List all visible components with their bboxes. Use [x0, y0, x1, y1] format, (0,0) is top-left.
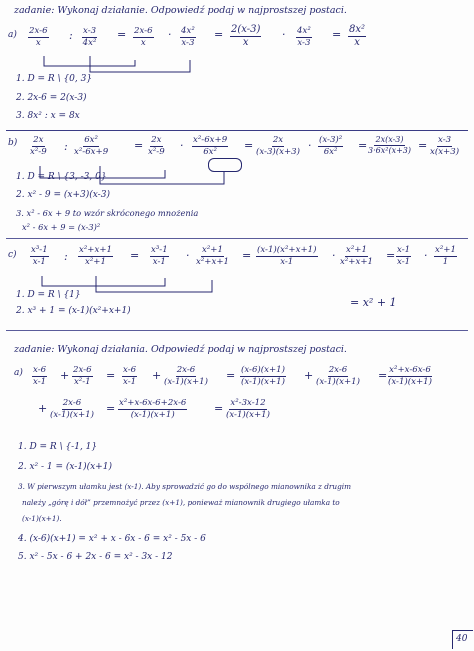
part-a-fraction-6: 4x² x-3 — [297, 26, 311, 48]
part-b-step-3: 3. x² - 6x + 9 to wzór skróconego mnożenia — [16, 208, 199, 218]
divider-line — [6, 330, 468, 331]
page-number: 40 — [456, 634, 468, 644]
task-2-fraction-5: (x-6)(x+1) (x-1)(x+1) — [241, 365, 285, 387]
part-b-fraction-1: 2x x²-9 — [30, 135, 47, 157]
part-b-fraction-2: 6x² x²-6x+9 — [74, 135, 109, 157]
part-c-step-2: 2. x³ + 1 = (x-1)(x²+x+1) — [16, 306, 131, 316]
part-b-step-2: 2. x² - 9 = (x+3)(x-3) — [16, 190, 110, 200]
task-2-fraction-9: x²+x-6x-6+2x-6 (x-1)(x+1) — [119, 398, 187, 420]
part-c-fraction-5: (x-1)(x²+x+1) x-1 — [257, 245, 317, 267]
part-b-step-1: 1. D = R \ {3, -3, 0} — [16, 172, 107, 182]
part-c-result: = x² + 1 — [350, 296, 397, 309]
task-2-step-3-line-3: (x-1)(x+1). — [22, 514, 62, 523]
part-c-fraction-3: x³-1 x-1 — [151, 245, 168, 267]
part-a-step-1: 1. D = R \ {0, 3} — [16, 74, 93, 84]
part-b-fraction-3: 2x x²-9 — [148, 135, 165, 157]
part-c-fraction-1: x³-1 x-1 — [31, 245, 48, 267]
part-c-fraction-4: x²+1 x²+x+1 — [196, 245, 230, 267]
part-a-label: a) — [8, 30, 17, 40]
part-b-fraction-8: x-3 x(x+3) — [430, 135, 460, 157]
worksheet-page: zadanie: Wykonaj działanie. Odpowiedź podaj w najprostszej postaci. a) 2x-6 x : x-3 4x² = 2x-6 x · 4x² x-3 = 2(x-3) x · 4x² x-3 = 8x² x 1. D = R \ {0, 3} 2. 2x-6 = 2(x-3) 3. 8x² : x = 8x b) 2x x²-9 : 6x² x²-6x+9 = 2x x²-9 · x²-6x+9 6x² = 2x (x-3)(x+3) · (x-3)² 6x² = 2x(x-3) 3·6x²(x+3) = x-3 x(x+3) 1. D = R \ {3, -3, 0} 2. x² - 9 = (x+3)(x-3) 3. x² - 6x + 9 to wzór skróconego mnożenia x² - 6x + 9 = (x-3)² c) x³-1 x-1 : x²+x+1 x²+1 = x³-1 x-1 · x²+1 x²+x+1 = (x-1)(x²+x+1) x-1 · x²+1 x²+x+1 = x-1 x-1 · x²+1 1 1. D = R \ {1} = x² + 1 2. x³ + 1 = (x-1)(x²+x+1) zadanie: Wykonaj działania. Odpowiedź podaj w najprostszej postaci. a) x-6 x-1 + 2x-6 x²-1 = x-6 x-1 + 2x-6 (x-1)(x+1) = (x-6)(x+1) (x-1)(x+1) + 2x-6 (x-1)(x+1) = x²+x-6x-6 (x-1)(x+1) + 2x-6 (x-1)(x+1) = x²+x-6x-6+2x-6 (x-1)(x+1) = x²-3x-12 (x-1)(x+1) 1. D = R \ {-1, 1} 2. x² - 1 = (x-1)(x+1) 3. W pierwszym ułamku jest (x-1). Aby sprowadzić go do wspólnego mianownika z drugim należy „górę i dół” przemnożyć przez (x+1), ponieważ mianownik drugiego ułamka to (x-1)(x+1). 4. (x-6)(x+1) = x² + x - 6x - 6 = x² - 5x - 6 5. x² - 5x - 6 + 2x - 6 = x² - 3x - 12 40 — [0, 0, 474, 651]
part-b-step-3-formula: x² - 6x + 9 = (x-3)² — [22, 222, 101, 232]
task-2-step-5: 5. x² - 5x - 6 + 2x - 6 = x² - 3x - 12 — [18, 552, 173, 562]
task-2-fraction-2: 2x-6 x²-1 — [73, 365, 92, 387]
part-c-label: c) — [8, 250, 17, 260]
task-2-label: a) — [14, 368, 23, 378]
task-2-fraction-3: x-6 x-1 — [123, 365, 137, 387]
part-c-fraction-7: x-1 x-1 — [397, 245, 411, 267]
part-a-fraction-2: x-3 4x² — [82, 26, 97, 48]
task-2-title: zadanie: Wykonaj działania. Odpowiedź podaj w najprostszej postaci. — [14, 344, 347, 355]
part-c-fraction-6: x²+1 x²+x+1 — [340, 245, 374, 267]
part-c-fraction-2: x²+x+1 x²+1 — [79, 245, 113, 267]
part-a-fraction-7: 8x² x — [349, 24, 366, 48]
task-2-fraction-8: 2x-6 (x-1)(x+1) — [50, 398, 94, 420]
part-b-fraction-7: 2x(x-3) 3·6x²(x+3) — [368, 135, 411, 155]
task-2-step-3-line-1: 3. W pierwszym ułamku jest (x-1). Aby sprowadzić go do wspólnego mianownika z drugim — [18, 482, 351, 491]
task-2-step-2: 2. x² - 1 = (x-1)(x+1) — [18, 462, 112, 472]
part-a-fraction-4: 4x² x-3 — [181, 26, 195, 48]
part-c-step-1: 1. D = R \ {1} — [16, 290, 81, 300]
part-b-label: b) — [8, 138, 18, 148]
part-a-fraction-1: 2x-6 x — [29, 26, 48, 48]
task-2-fraction-1: x-6 x-1 — [33, 365, 47, 387]
task-2-fraction-7: x²+x-6x-6 (x-1)(x+1) — [388, 365, 432, 387]
part-a-step-3: 3. 8x² : x = 8x — [16, 111, 80, 121]
part-a-fraction-3: 2x-6 x — [134, 26, 153, 48]
part-a-fraction-5: 2(x-3) x — [231, 24, 261, 48]
part-b-fraction-4: x²-6x+9 6x² — [193, 135, 228, 157]
part-a-step-2: 2. 2x-6 = 2(x-3) — [16, 93, 87, 103]
task-2-step-3-line-2: należy „górę i dół” przemnożyć przez (x+1), ponieważ mianownik drugiego ułamka to — [22, 498, 340, 507]
part-b-fraction-6: (x-3)² 6x² — [319, 135, 343, 157]
task-title: zadanie: Wykonaj działanie. Odpowiedź podaj w najprostszej postaci. — [14, 5, 347, 16]
task-2-step-4: 4. (x-6)(x+1) = x² + x - 6x - 6 = x² - 5x - 6 — [18, 534, 206, 544]
task-2-step-1: 1. D = R \ {-1, 1} — [18, 442, 98, 452]
task-2-fraction-4: 2x-6 (x-1)(x+1) — [164, 365, 208, 387]
task-2-fraction-6: 2x-6 (x-1)(x+1) — [316, 365, 360, 387]
part-b-fraction-5: 2x (x-3)(x+3) — [256, 135, 300, 157]
task-2-fraction-10: x²-3x-12 (x-1)(x+1) — [226, 398, 270, 420]
part-c-fraction-8: x²+1 1 — [435, 245, 456, 267]
